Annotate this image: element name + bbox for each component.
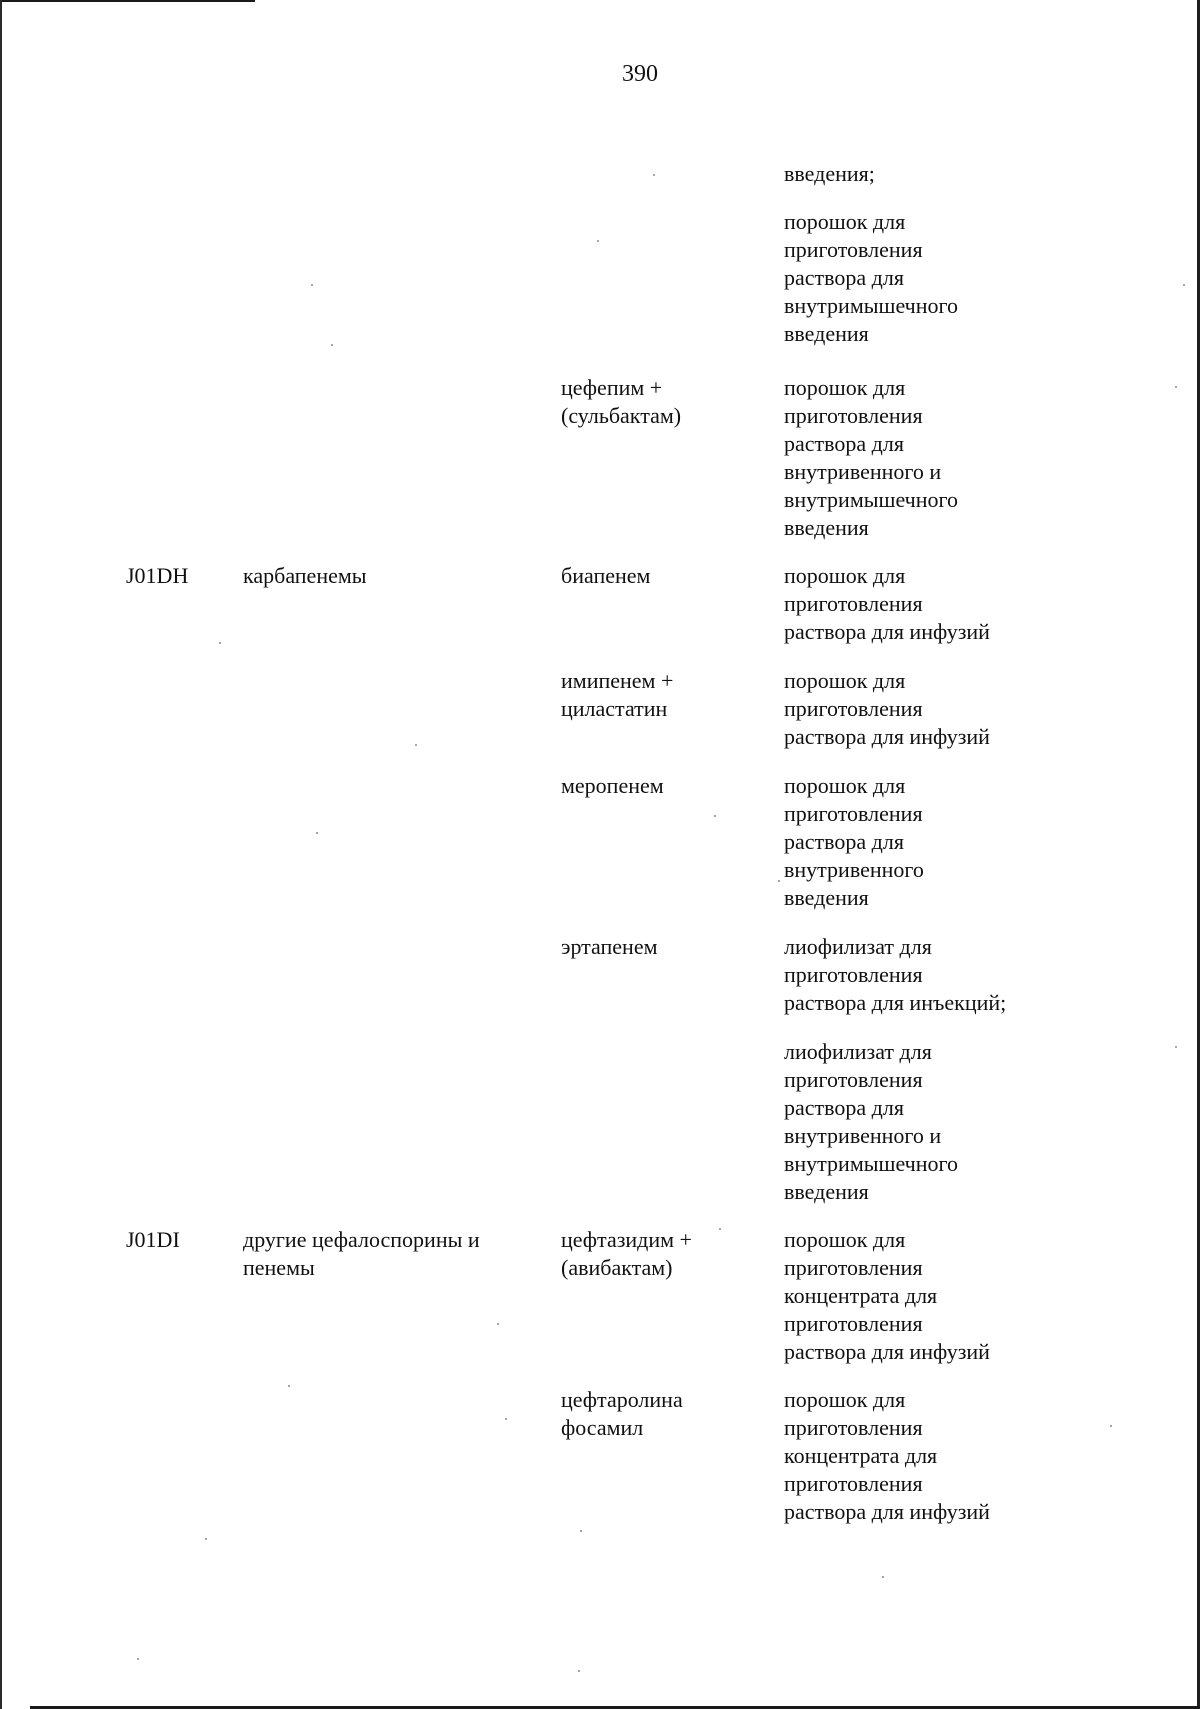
scan-speck bbox=[288, 1385, 290, 1387]
scan-speck bbox=[1175, 1046, 1177, 1048]
table-cell-form: порошок для приготовления раствора для внутримышечного введения bbox=[784, 209, 958, 346]
table-cell-form: введения; bbox=[784, 161, 875, 186]
table-cell-drug: цефтазидим + (авибактам) bbox=[561, 1227, 692, 1280]
table-cell-form: порошок для приготовления раствора для внутривенного введения bbox=[784, 773, 924, 910]
scan-speck bbox=[137, 1658, 139, 1660]
scan-speck bbox=[316, 832, 318, 834]
table-cell-form: порошок для приготовления концентрата для приготовления раствора для инфузий bbox=[784, 1387, 990, 1524]
scan-speck bbox=[415, 744, 417, 746]
table-cell-form: лиофилизат для приготовления раствора для внутривенного и внутримышечного введения bbox=[784, 1039, 958, 1204]
table-cell-group: другие цефалоспорины и пенемы bbox=[243, 1227, 480, 1280]
table-cell-drug: имипенем + циластатин bbox=[561, 668, 674, 721]
table-cell-form: порошок для приготовления раствора для внутривенного и внутримышечного введения bbox=[784, 375, 958, 540]
scan-speck bbox=[497, 1323, 499, 1325]
scan-speck bbox=[219, 642, 221, 644]
table-cell-form: порошок для приготовления раствора для инфузий bbox=[784, 668, 990, 749]
scan-speck bbox=[331, 344, 333, 346]
table-cell-form: порошок для приготовления раствора для инфузий bbox=[784, 563, 990, 644]
table-cell-code: J01DH bbox=[126, 563, 189, 588]
table-cell-drug: меропенем bbox=[561, 773, 664, 798]
scan-edge-left bbox=[0, 0, 2, 1709]
scan-speck bbox=[597, 240, 599, 242]
scan-speck bbox=[778, 880, 780, 882]
scan-speck bbox=[714, 815, 716, 817]
table-cell-form: лиофилизат для приготовления раствора для инъекций; bbox=[784, 934, 1007, 1015]
page-number: 390 bbox=[622, 61, 658, 87]
scan-speck bbox=[653, 174, 655, 176]
scan-speck bbox=[1183, 284, 1185, 286]
table-cell-drug: эртапенем bbox=[561, 934, 658, 959]
table-cell-drug: цефепим + (сульбактам) bbox=[561, 375, 682, 428]
scan-speck bbox=[719, 1228, 721, 1230]
scan-speck bbox=[1110, 1425, 1112, 1427]
scan-speck bbox=[882, 1576, 884, 1578]
table-cell-form: порошок для приготовления концентрата для приготовления раствора для инфузий bbox=[784, 1227, 990, 1364]
scan-speck bbox=[205, 1538, 207, 1540]
scan-speck bbox=[580, 1530, 582, 1532]
table-cell-group: карбапенемы bbox=[243, 563, 367, 588]
scan-edge-top bbox=[0, 0, 255, 2]
scan-speck bbox=[505, 1418, 507, 1420]
scan-speck bbox=[1175, 386, 1177, 388]
table-cell-drug: биапенем bbox=[561, 563, 651, 588]
table-cell-drug: цефтаролина фосамил bbox=[561, 1387, 683, 1440]
scan-speck bbox=[311, 284, 313, 286]
scan-speck bbox=[578, 1670, 580, 1672]
table-cell-code: J01DI bbox=[126, 1227, 180, 1252]
